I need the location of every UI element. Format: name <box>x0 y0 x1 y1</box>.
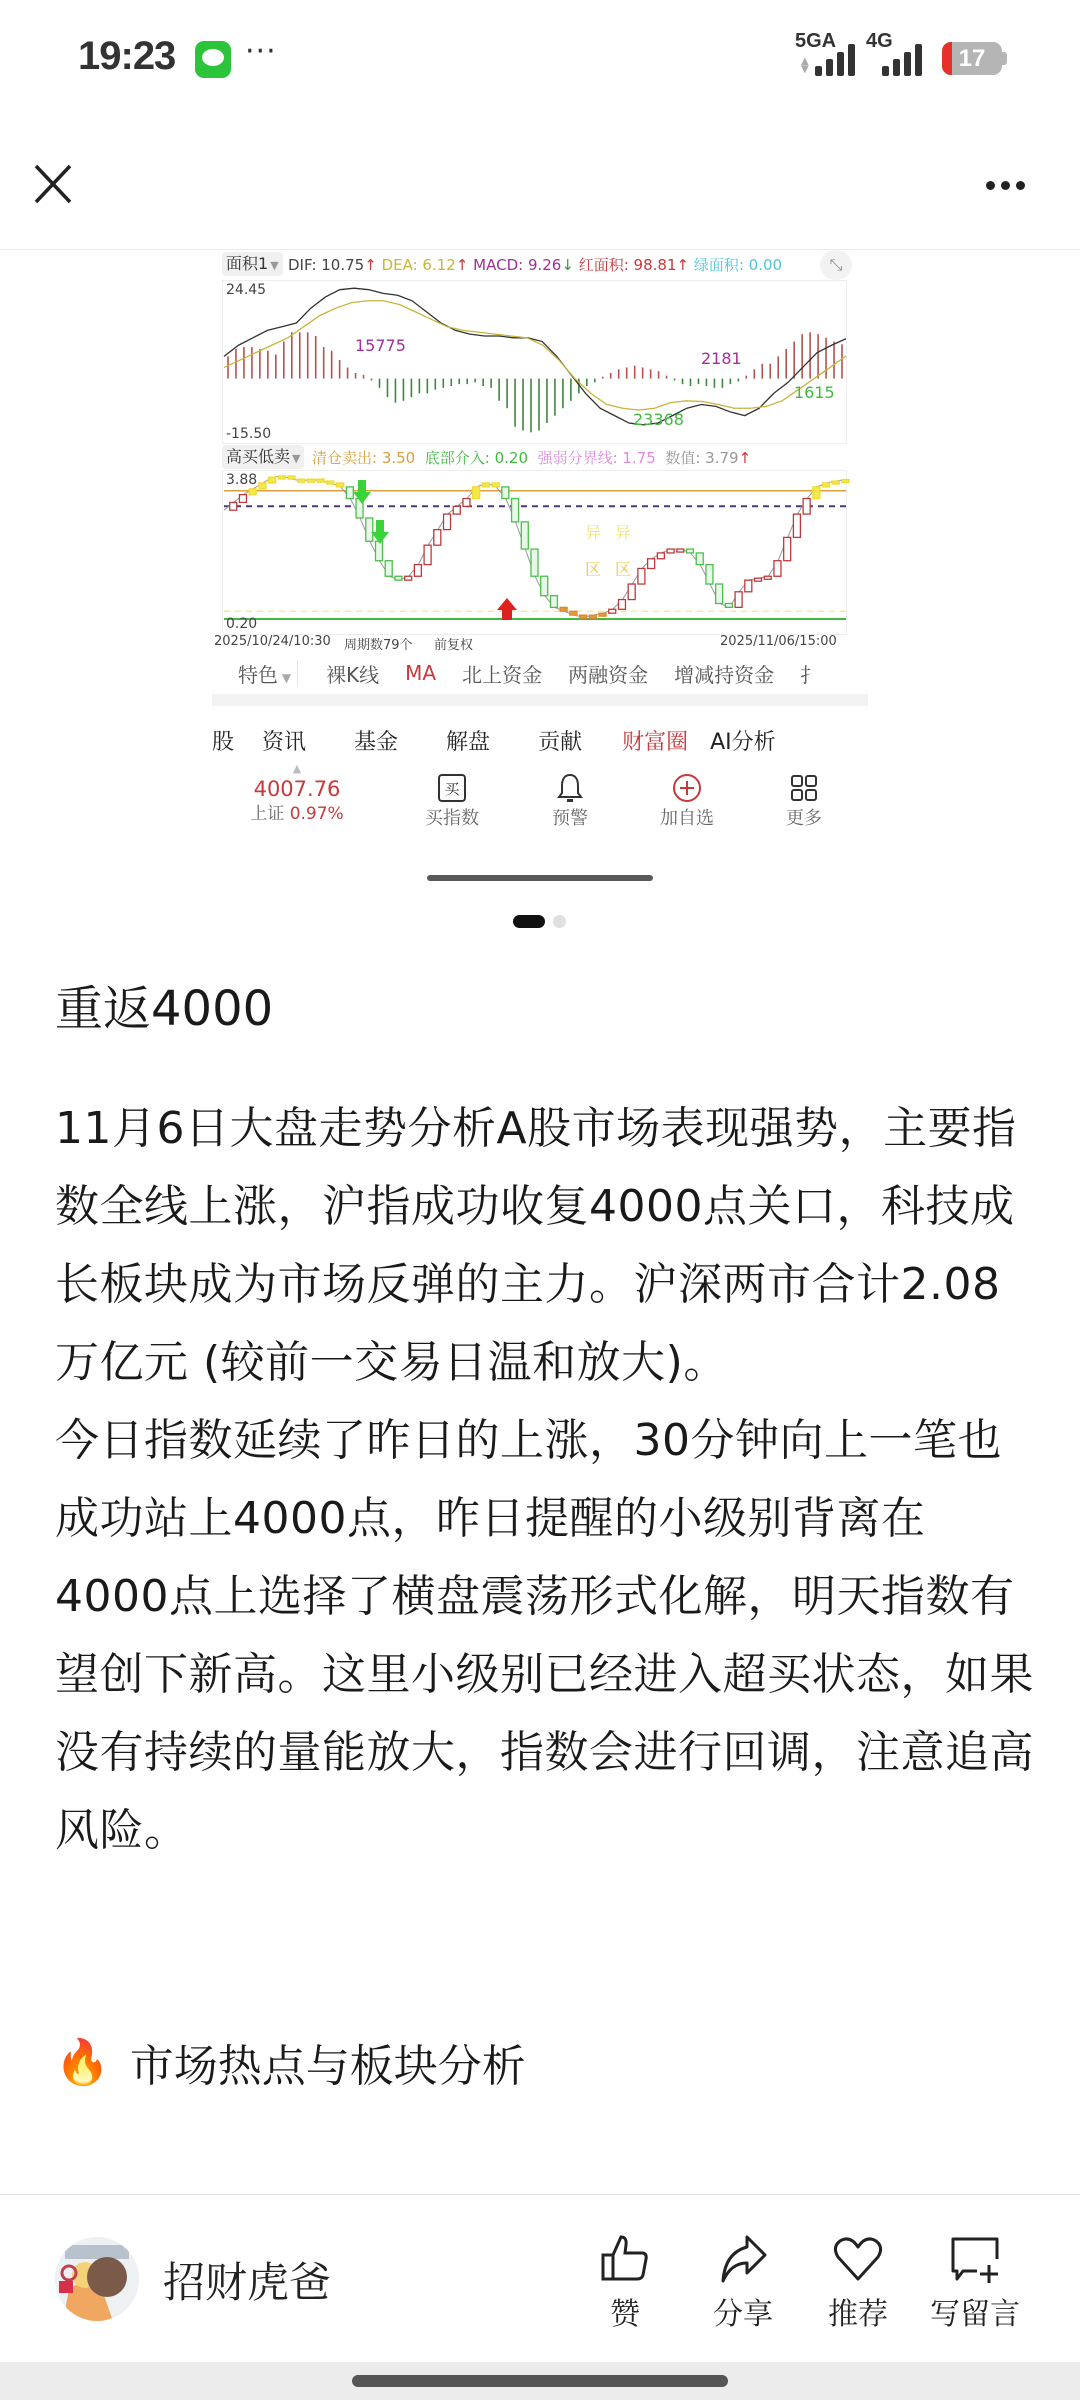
macd-legend: DIF: 10.75↑ DEA: 6.12↑ MACD: 9.26↓ 红面积: 98.81↑ 绿面积: 0.00 <box>288 256 783 274</box>
author-avatar[interactable] <box>55 2237 139 2321</box>
close-icon <box>30 160 80 210</box>
system-nav-area <box>0 2362 1080 2400</box>
period-count: 周期数79个 <box>344 638 413 653</box>
add-watchlist-button[interactable]: 加自选 <box>647 770 727 832</box>
index-quote[interactable] <box>242 762 352 826</box>
signal-selector: 高买低卖 ▼ <box>222 445 304 469</box>
more-dot-icon <box>1001 181 1010 190</box>
macd-chart <box>222 280 856 444</box>
annotation-1615: 1615 <box>794 383 835 402</box>
more-button[interactable]: 更多 <box>764 770 844 832</box>
add-circle-icon <box>671 772 703 804</box>
indicator-tab-northbound[interactable]: 北上资金 <box>462 662 543 687</box>
heart-icon <box>832 2233 884 2285</box>
index-name: 上证 <box>250 804 285 824</box>
indicator-tab-feature[interactable]: 特色 ▼ <box>238 662 292 687</box>
image-home-indicator <box>427 875 653 881</box>
bell-icon <box>555 772 585 804</box>
caret-down-icon: ▼ <box>292 452 301 465</box>
signal-4g-icon <box>882 44 922 76</box>
stock-tab-fund[interactable]: 基金 <box>354 729 399 755</box>
section-heading-text: 市场热点与板块分析 <box>129 2041 526 2092</box>
zone-char: 异 <box>615 523 632 542</box>
pager-dot-active[interactable] <box>513 915 545 928</box>
status-time: 19:23 <box>78 34 176 78</box>
indicator-tab-margin[interactable]: 两融资金 <box>568 662 649 687</box>
battery-tip <box>1002 52 1007 65</box>
caret-down-icon: ▼ <box>270 259 279 272</box>
article-paragraph: 今日指数延续了昨日的上涨，30分钟向上一笔也成功站上4000点，昨日提醒的小级别背离在4000点上选择了横盘震荡形式化解，明天指数有望创下新高。这里小级别已经进入超买状态，如果没有持续的量能放大，指数会进行回调，注意追高风险。 <box>55 1415 1034 1856</box>
more-dot-icon <box>986 181 995 190</box>
macd-ymax: 24.45 <box>226 282 267 298</box>
grid-icon <box>789 773 819 803</box>
more-dot-icon <box>1016 181 1025 190</box>
divider <box>297 660 298 686</box>
battery-level: 17 <box>958 45 986 72</box>
author-name[interactable]: 招财虎爸 <box>163 2258 332 2307</box>
more-options-button[interactable] <box>975 165 1035 205</box>
share-button[interactable]: 分享 <box>703 2225 783 2337</box>
end-time: 2025/11/06/15:00 <box>720 634 837 649</box>
article-body <box>55 1090 1035 1870</box>
start-time: 2025/10/24/10:30 <box>214 634 331 649</box>
signal-ymin: 0.20 <box>226 616 258 632</box>
annotation-15775: 15775 <box>355 336 406 355</box>
indicator-tab-ma[interactable]: MA <box>405 661 437 685</box>
share-icon <box>717 2233 769 2285</box>
stock-tab-news[interactable]: 资讯 <box>262 729 307 755</box>
macd-ymin: -15.50 <box>226 426 272 442</box>
data-arrows-icon: ▲ ▼ <box>801 56 809 75</box>
indicator-tab-holding-change[interactable]: 增减持资金 <box>674 662 775 687</box>
zone-char: 区 <box>585 560 602 579</box>
close-button[interactable] <box>30 160 80 210</box>
zone-char: 区 <box>615 560 632 579</box>
stock-tab-wealth-circle[interactable]: 财富圈 <box>622 729 689 755</box>
signal-ymax: 3.88 <box>226 472 258 488</box>
bottom-action-bar <box>0 2194 1080 2362</box>
signal-chart <box>222 470 856 635</box>
article-paragraph: 11月6日大盘走势分析A股市场表现强势，主要指数全线上涨，沪指成功收复4000点关口，科技成长板块成为市场反弹的主力。沪深两市合计2.08万亿元 (较前一交易日温和放大)。 <box>55 1103 1017 1388</box>
stock-tab-analysis[interactable]: 解盘 <box>446 729 491 755</box>
fire-icon: 🔥 <box>55 2037 110 2088</box>
status-bar <box>0 0 1080 110</box>
indicator-tabs <box>212 652 868 706</box>
section-heading <box>55 2030 526 2094</box>
stock-action-bar <box>212 762 868 842</box>
index-price: 4007.76 <box>253 777 341 801</box>
comment-icon <box>949 2233 1001 2285</box>
avatar-image <box>55 2237 139 2321</box>
stock-tab-contribution[interactable]: 贡献 <box>538 729 583 755</box>
image-pager[interactable] <box>513 915 566 928</box>
index-change: 0.97% <box>289 804 344 824</box>
up-triangle-icon: ▲ <box>292 762 302 775</box>
signal-legend: 清仓卖出: 3.50 底部介入: 0.20 强弱分界线: 1.75 数值: 3.79↑ <box>312 449 752 467</box>
stock-tabs <box>212 720 868 760</box>
zone-char: 异 <box>585 523 602 542</box>
article-title: 重返4000 <box>55 981 274 1037</box>
network-4g-label: 4G <box>866 30 893 52</box>
indicator-tab-truncated[interactable]: 扌 <box>800 662 821 687</box>
home-indicator[interactable] <box>352 2375 728 2387</box>
signal-5ga-icon <box>815 44 855 76</box>
adjust-mode: 前复权 <box>434 638 474 653</box>
recommend-button[interactable]: 推荐 <box>818 2225 898 2337</box>
buy-icon <box>437 773 467 803</box>
pager-dot[interactable] <box>553 915 566 928</box>
stock-tab-stock[interactable]: 股 <box>212 729 235 755</box>
thumbs-up-icon <box>599 2233 651 2285</box>
network-5ga-label: 5GA <box>795 30 837 52</box>
macd-selector: 面积1 ▼ <box>222 252 283 276</box>
messages-icon <box>195 41 231 78</box>
stock-tab-ai[interactable]: AI分析 <box>710 729 776 755</box>
buy-index-button[interactable]: 买 买指数 <box>412 770 492 832</box>
write-comment-button[interactable]: 写留言 <box>925 2225 1025 2337</box>
annotation-23368: 23368 <box>633 410 684 429</box>
expand-icon[interactable]: ⤡ <box>820 250 852 280</box>
battery-icon <box>942 42 1002 75</box>
top-nav <box>0 110 1080 250</box>
like-button[interactable]: 赞 <box>595 2225 655 2337</box>
svg-text:买: 买 <box>444 780 460 798</box>
chart-screenshot[interactable] <box>212 250 868 850</box>
annotation-2181: 2181 <box>701 349 742 368</box>
alert-button[interactable]: 预警 <box>530 770 610 832</box>
more-notifications-icon: ··· <box>245 34 277 69</box>
indicator-tab-bare-k[interactable]: 裸K线 <box>326 662 380 687</box>
